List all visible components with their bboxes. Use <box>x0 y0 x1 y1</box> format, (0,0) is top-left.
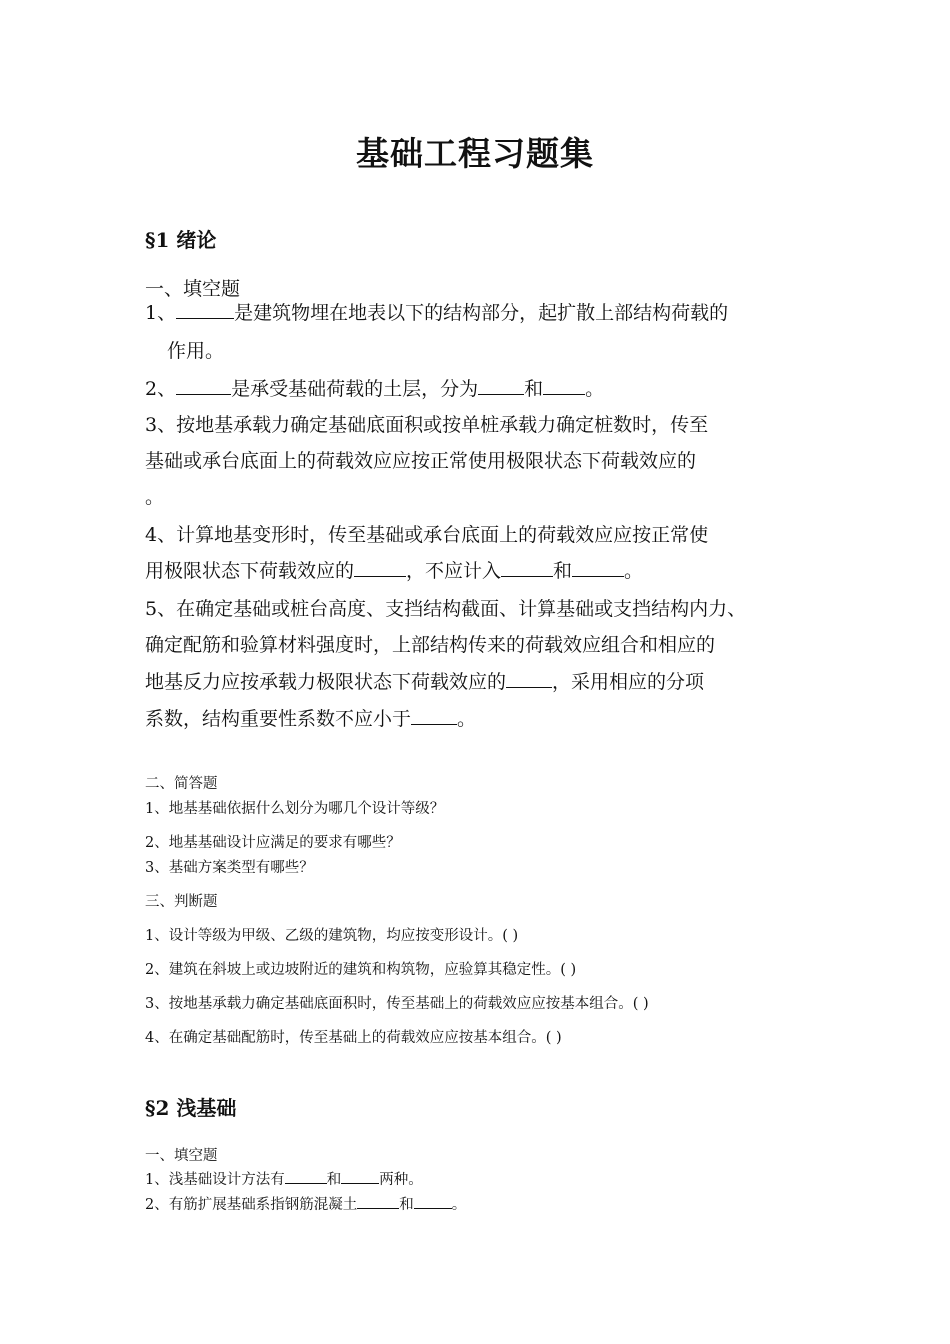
answer-blank[interactable] <box>341 1169 379 1185</box>
document-title: 基础工程习题集 <box>356 134 594 173</box>
question-4-line-2: 用极限状态下荷载效应的 ，不应计入 和 。 <box>145 556 643 583</box>
question-2: 2、有筋扩展基础系指钢筋混凝土 和 。 <box>145 1193 466 1214</box>
answer-paren[interactable]: ( ) <box>560 962 577 978</box>
answer-paren[interactable]: ( ) <box>545 1030 562 1046</box>
short-question: 1、地基基础依据什么划分为哪几个设计等级？ <box>145 801 445 817</box>
short-question: 2、地基基础设计应满足的要求有哪些？ <box>145 835 401 851</box>
question-3-line-1: 3、按地基承载力确定基础底面积或按单桩承载力确定桩数时，传至 <box>145 414 709 436</box>
answer-blank[interactable] <box>414 1194 452 1210</box>
judgement-question: 4、在确定基础配筋时，传至基础上的荷载效应应按基本组合。( ) <box>145 1030 562 1046</box>
judgement-question: 2、建筑在斜坡上或边坡附近的建筑和构筑物，应验算其稳定性。( ) <box>145 962 577 978</box>
section-1-heading: §1 绪论 <box>145 228 217 252</box>
question-2: 2、 是承受基础荷载的土层，分为 和 。 <box>145 374 604 401</box>
question-5-line-4: 系数，结构重要性系数不应小于 。 <box>145 704 476 731</box>
section-2-heading: §2 浅基础 <box>145 1096 237 1120</box>
answer-blank[interactable] <box>176 299 234 319</box>
answer-blank[interactable] <box>285 1169 327 1185</box>
judgement-question: 3、按地基承载力确定基础底面积时，传至基础上的荷载效应应按基本组合。( ) <box>145 996 649 1012</box>
fill-in-label: 一、填空题 <box>145 278 241 300</box>
answer-blank[interactable] <box>354 557 406 577</box>
question-4-line-1: 4、计算地基变形时，传至基础或承台底面上的荷载效应应按正常使 <box>145 524 709 546</box>
answer-blank[interactable] <box>176 375 231 395</box>
answer-blank[interactable] <box>506 668 552 688</box>
answer-blank[interactable] <box>572 557 624 577</box>
question-1: 1、 是建筑物埋在地表以下的结构部分，起扩散上部结构荷载的 <box>145 298 728 325</box>
question-5-line-3: 地基反力应按承载力极限状态下荷载效应的 ，采用相应的分项 <box>145 667 704 694</box>
question-1: 1、浅基础设计方法有 和 两种。 <box>145 1168 423 1189</box>
question-5-line-1: 5、在确定基础或桩台高度、支挡结构截面、计算基础或支挡结构内力、 <box>145 598 747 620</box>
answer-blank[interactable] <box>478 375 524 395</box>
short-answer-label: 二、简答题 <box>145 776 218 792</box>
judgement-label: 三、判断题 <box>145 894 218 910</box>
answer-blank[interactable] <box>501 557 553 577</box>
fill-in-label: 一、填空题 <box>145 1148 218 1164</box>
short-question: 3、基础方案类型有哪些？ <box>145 860 314 876</box>
question-5-line-2: 确定配筋和验算材料强度时，上部结构传来的荷载效应组合和相应的 <box>145 634 716 656</box>
judgement-question: 1、设计等级为甲级、乙级的建筑物，均应按变形设计。( ) <box>145 928 519 944</box>
answer-paren[interactable]: ( ) <box>502 928 519 944</box>
question-3-line-3: 。 <box>145 486 165 508</box>
answer-blank[interactable] <box>543 375 585 395</box>
question-1-cont: 作用。 <box>167 340 225 362</box>
question-3-line-2: 基础或承台底面上的荷载效应应按正常使用极限状态下荷载效应的 <box>145 450 697 472</box>
answer-blank[interactable] <box>357 1194 399 1210</box>
answer-blank[interactable] <box>411 705 457 725</box>
answer-paren[interactable]: ( ) <box>632 996 649 1012</box>
